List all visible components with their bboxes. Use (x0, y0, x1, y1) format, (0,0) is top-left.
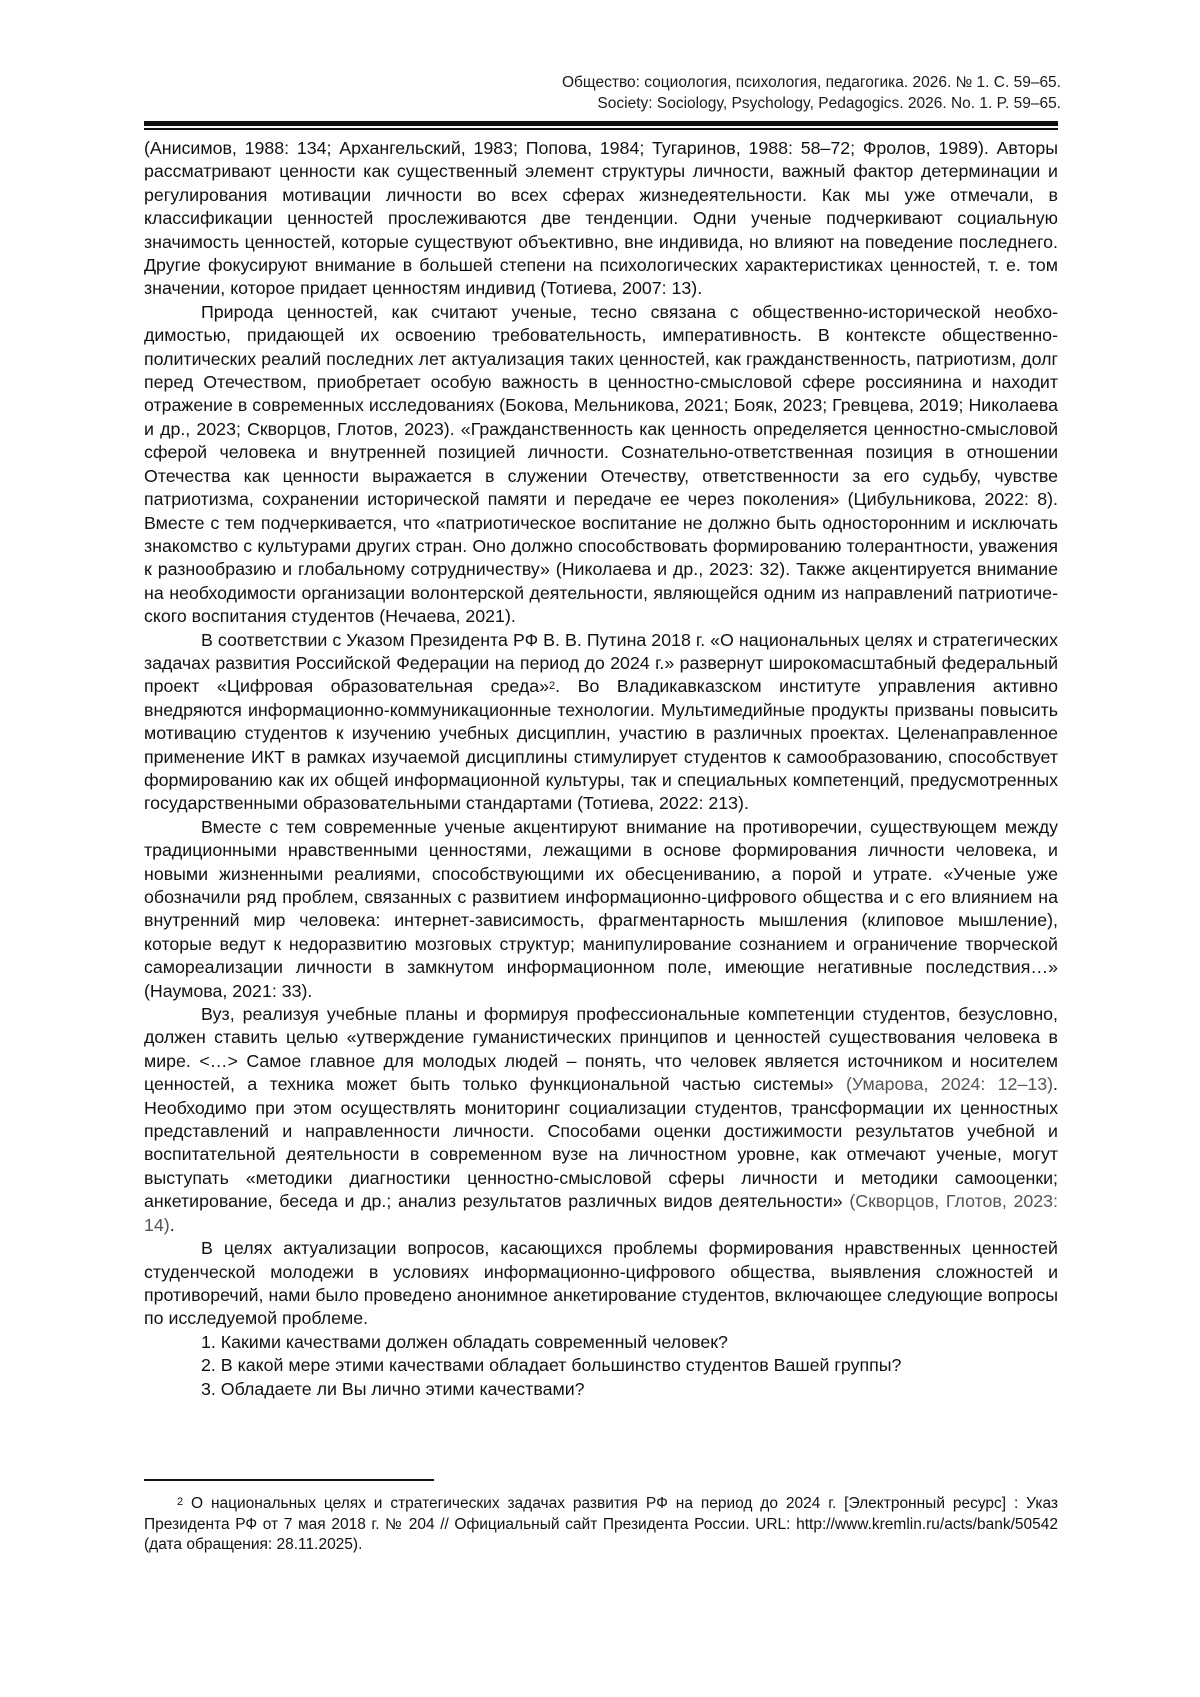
paragraph-2: Природа ценностей, как считают ученые, тесно связана с общественно-исторической необходимостью, придающей их освоению требовательность, императивность. В контексте общественно-политических реалий последних лет актуализация таких ценностей, как гражданственность, патриотизм, долг перед Отечеством, приобретает особую важность в ценностно-смысловой сфере россиянина и находит отражение в современных исследованиях (Бокова, Мельникова, 2021; Бояк, 2023; Гревцева, 2019; Николаева и др., 2023; Скворцов, Глотов, 2023). «Гражданственность как ценность определяется ценностно-смысловой сферой человека и внутренней позицией личности. Сознательно-ответственная позиция в отношении Отечества как ценности выражается в служении Отечеству, ответственности за его судьбу, чувстве патриотизма, сохранении исторической памяти и передаче ее через поколения» (Цибульникова, 2022: 8). Вместе с тем подчеркивается, что «патриотическое воспитание не должно быть односторонним и исключать знакомство с культурами других стран. Оно должно способствовать формированию толерантности, уважения к разнообразию и глобальному сотрудничеству» (Николаева и др., 2023: 32). Также акцентируется внимание на необходимости организации волонтерской деятельности, являющейся одним из направлений патриотического воспитания студентов (Нечаева, 2021). (144, 301, 1058, 627)
footnote (144, 1494, 1058, 1556)
paragraph-5-text-c: . (169, 1214, 175, 1235)
header-rule-thick (144, 121, 1058, 126)
paragraph-6: В целях актуализации вопросов, касающихся проблемы формирования нравственных ценностей студенческой молодежи в условиях информационно-цифрового общества, выявления сложностей и противоречий, нами было проведено анонимное анкетирование студентов, включающее следующие вопросы по исследуемой проблеме. (144, 1238, 1058, 1329)
question-item-3: 3. Обладаете ли Вы лично этими качествами? (201, 1378, 585, 1399)
running-head-ru: Общество: социология, психология, педагогика. 2026. № 1. С. 59–65. (561, 74, 1061, 91)
paragraph-5 (144, 1003, 1058, 1237)
article-body (144, 137, 1058, 1401)
citation-umarova: (Умарова, 2024: 12–13) (833, 1074, 1054, 1095)
running-head (261, 72, 1061, 114)
footnote-marker: 2 (177, 1496, 184, 1508)
paragraph-4: Вместе с тем современные ученые акцентируют внимание на противоречии, существующем между традиционными нравственными ценностями, лежащими в основе формирования личности человека, и новыми жизненными реалиями, способствующими их обесцениванию, а порой и утрате. «Ученые уже обозначили ряд проблем, связанных с развитием информационно-цифрового общества и с его влиянием на внутренний мир человека: интернет-зависимость, фрагментарность мышления (клиповое мышление), которые ведут к недоразвитию мозговых структур; манипулирование сознанием и ограничение творческой самореализации личности в замкнутом информационном поле, имеющие негативные последствия…» (Наумова, 2021: 33). (144, 816, 1058, 1001)
footnote-reference: 2 (549, 680, 556, 693)
paragraph-5-text-a: Вуз, реализуя учебные планы и формируя профессиональные компетенции студентов, безусловно, должен ставить целью «утверждение гуманистических принципов и ценностей существования человека в мире. <…> Самое главное для молодых людей – понять, что человек является источником и носителем ценностей, а техника может быть только функциональной частью системы» (144, 1004, 1058, 1095)
paragraph-3-text-b: . Во Владикавказском институте управления активно внедряются информационно-коммуникационные технологии. Мультимедийные продукты призваны повысить мотивацию студентов к изучению учебных дисциплин, участию в различных проектах. Целенаправленное применение ИКТ в рамках изучаемой дисциплины стимулирует студентов к самообразованию, способствует формированию как их общей информационной культуры, так и специальных компетенций, предусмотренных государственными образовательными стандартами (Тотиева, 2022: 213). (144, 676, 1058, 814)
running-head-en: Society: Sociology, Psychology, Pedagogics. 2026. No. 1. P. 59–65. (597, 95, 1061, 112)
question-item-1: 1. Какими качествами должен обладать современный человек? (201, 1331, 728, 1352)
paragraph-5-text-b: . Необходимо при этом осуществлять мониторинг социализации студентов, трансформации их ценностных представлений и направленности личности. Способами оценки достижимости результатов учебной и воспитательной деятельности в современном вузе на личностном уровне, как отмечают ученые, могут выступать «методики диагностики ценностно-смысловой сферы личности и методики самооценки; анкетирование, беседа и др.; анализ результатов различных видов деятельности» (144, 1074, 1058, 1212)
footnote-text: О национальных целях и стратегических задачах развития РФ на период до 2024 г. [Электронный ресурс] : Указ Президента РФ от 7 мая 2018 г. № 204 // Официальный сайт Президента России. URL: http://www.kremlin.ru/acts/bank/50542 (дата обращения: 28.11.2025). (144, 1495, 1058, 1553)
paragraph-3 (144, 629, 1058, 816)
paragraph-3-text-a: В соответствии с Указом Президента РФ В. В. Путина 2018 г. «О национальных целях и стратегических задачах развития Российской Федерации на период до 2024 г.» развернут широкомасштабный федеральный проект «Цифровая образовательная среда» (144, 629, 1058, 697)
question-item-2: 2. В какой мере этими качествами обладает большинство студентов Вашей группы? (201, 1355, 902, 1376)
header-rule-thin (144, 128, 1058, 130)
citation-skvortsov: (Скворцов, Глотов, 2023: 14) (144, 1191, 1058, 1235)
paragraph-1: (Анисимов, 1988: 134; Архангельский, 1983; Попова, 1984; Тугаринов, 1988: 58–72; Фролов, 1989). Авторы рассматривают ценности как существенный элемент структуры личности, важный фактор детерминации и регулирования мотивации личности во всех сферах жизнедеятельности. Как мы уже отмечали, в классификации ценностей прослеживаются две тенденции. Одни ученые подчеркивают социальную значимость ценностей, которые существуют объективно, вне индивида, но влияют на поведение последнего. Другие фокусируют внимание в большей степени на психологических характеристиках ценностей, т. е. том значении, которое придает ценностям индивид (Тотиева, 2007: 13). (144, 138, 1058, 299)
footnote-separator (144, 1479, 434, 1481)
